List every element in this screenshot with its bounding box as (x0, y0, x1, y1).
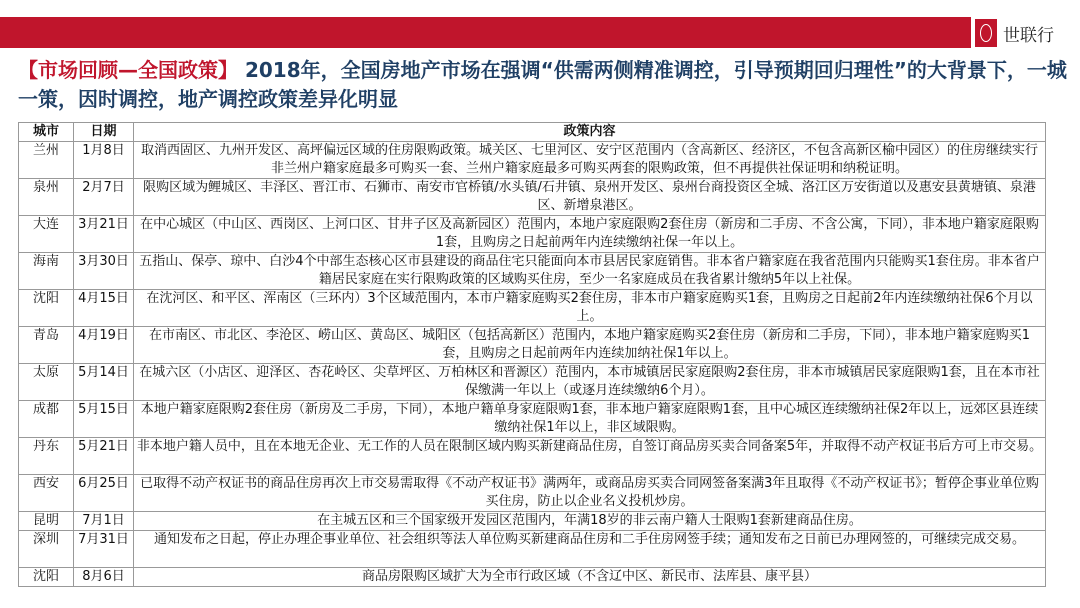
cell-city: 昆明 (19, 512, 74, 531)
cell-city: 大连 (19, 216, 74, 253)
cell-city: 丹东 (19, 438, 74, 475)
cell-policy: 本地户籍家庭限购2套住房（新房及二手房，下同），本地户籍单身家庭限购1套，非本地户籍家庭限购1套，且中心城区连续缴纳社保2年以上，远郊区县连续缴纳社保1年以上，非区域限购。 (134, 401, 1046, 438)
policy-table (18, 122, 1046, 587)
cell-policy: 取消西固区、九州开发区、高坪偏远区域的住房限购政策。城关区、七里河区、安宁区范围内（含高新区、经济区，不包含高新区榆中园区）的住房继续实行非兰州户籍家庭最多可购买一套、兰州户籍家庭最多可购买两套的限购政策，但不再提供社保证明和纳税证明。 (134, 142, 1046, 179)
cell-policy: 在市南区、市北区、李沧区、崂山区、黄岛区、城阳区（包括高新区）范围内，本地户籍家庭购买2套住房（新房和二手房，下同），非本地户籍家庭购买1套，且购房之日起前两年内连续加纳社保1年以上。 (134, 327, 1046, 364)
cell-city: 太原 (19, 364, 74, 401)
header-date: 日期 (74, 123, 134, 142)
cell-policy: 在主城五区和三个国家级开发园区范围内，年满18岁的非云南户籍人士限购1套新建商品住房。 (134, 512, 1046, 531)
cell-city: 沈阳 (19, 290, 74, 327)
cell-city: 青岛 (19, 327, 74, 364)
header-city: 城市 (19, 123, 74, 142)
cell-city: 沈阳 (19, 568, 74, 587)
header-banner (0, 17, 971, 48)
cell-date: 8月6日 (74, 568, 134, 587)
table-row (19, 142, 1046, 179)
cell-date: 4月15日 (74, 290, 134, 327)
table-row (19, 568, 1046, 587)
title-highlight: 【市场回顾—全国政策】 (18, 58, 238, 82)
page-title (18, 56, 1068, 114)
header-policy: 政策内容 (134, 123, 1046, 142)
cell-policy: 非本地户籍人员中，且在本地无企业、无工作的人员在限制区域内购买新建商品住房，自签订商品房买卖合同备案5年，并取得不动产权证书后方可上市交易。 (134, 438, 1046, 475)
cell-city: 泉州 (19, 179, 74, 216)
table-row (19, 216, 1046, 253)
brand-logo (975, 17, 1054, 49)
cell-policy: 在中心城区（中山区、西岗区、上河口区、甘井子区及高新园区）范围内，本地户家庭限购2套住房（新房和二手房、不含公寓，下同），非本地户籍家庭限购1套，且购房之日起前两年内连续缴纳社保一年以上。 (134, 216, 1046, 253)
cell-date: 6月25日 (74, 475, 134, 512)
table-row (19, 179, 1046, 216)
cell-date: 1月8日 (74, 142, 134, 179)
logo-text: 世联行 (1003, 25, 1054, 46)
table-row (19, 290, 1046, 327)
cell-policy: 在沈河区、和平区、浑南区（三环内）3个区域范围内，本市户籍家庭购买2套住房，非本市户籍家庭购买1套，且购房之日起前2年内连续缴纳社保6个月以上。 (134, 290, 1046, 327)
cell-date: 2月7日 (74, 179, 134, 216)
table-row (19, 253, 1046, 290)
cell-policy: 五指山、保亭、琼中、白沙4个中部生态核心区市县建设的商品住宅只能面向本市县居民家庭销售。非本省户籍家庭在我省范围内只能购买1套住房。非本省户籍居民家庭在实行限购政策的区域购买住房，至少一名家庭成员在我省累计缴纳5年以上社保。 (134, 253, 1046, 290)
cell-city: 海南 (19, 253, 74, 290)
cell-date: 7月1日 (74, 512, 134, 531)
table-row (19, 327, 1046, 364)
cell-policy: 已取得不动产权证书的商品住房再次上市交易需取得《不动产权证书》满两年，或商品房买卖合同网签备案满3年且取得《不动产权证书》；暂停企事业单位购买住房，防止以企业名义投机炒房。 (134, 475, 1046, 512)
cell-policy: 限购区域为鲤城区、丰泽区、晋江市、石狮市、南安市官桥镇/水头镇/石井镇、泉州开发区、泉州台商投资区全城、洛江区万安街道以及惠安县黄塘镇、泉港区、新增泉港区。 (134, 179, 1046, 216)
table-row (19, 531, 1046, 568)
table-row (19, 364, 1046, 401)
cell-policy: 商品房限购区域扩大为全市行政区域（不含辽中区、新民市、法库县、康平县） (134, 568, 1046, 587)
table-row (19, 475, 1046, 512)
table-row (19, 438, 1046, 475)
table-row (19, 401, 1046, 438)
cell-date: 3月21日 (74, 216, 134, 253)
cell-date: 3月30日 (74, 253, 134, 290)
cell-date: 7月31日 (74, 531, 134, 568)
cell-date: 5月14日 (74, 364, 134, 401)
cell-policy: 通知发布之日起，停止办理企事业单位、社会组织等法人单位购买新建商品住房和二手住房网签手续；通知发布之日前已办理网签的，可继续完成交易。 (134, 531, 1046, 568)
table-row (19, 512, 1046, 531)
logo-icon (975, 19, 997, 47)
cell-date: 4月19日 (74, 327, 134, 364)
table-header-row (19, 123, 1046, 142)
cell-city: 兰州 (19, 142, 74, 179)
cell-city: 西安 (19, 475, 74, 512)
cell-date: 5月21日 (74, 438, 134, 475)
cell-city: 深圳 (19, 531, 74, 568)
cell-date: 5月15日 (74, 401, 134, 438)
cell-city: 成都 (19, 401, 74, 438)
cell-policy: 在城六区（小店区、迎泽区、杏花岭区、尖草坪区、万柏林区和晋源区）范围内，本市城镇居民家庭限购2套住房，非本市城镇居民家庭限购1套，且在本市社保缴满一年以上（或逐月连续缴纳6个月）。 (134, 364, 1046, 401)
title-text: 2018年，全国房地产市场在强调“供需两侧精准调控，引导预期回归理性”的大背景下，一城一策，因时调控，地产调控政策差异化明显 (18, 58, 1067, 111)
